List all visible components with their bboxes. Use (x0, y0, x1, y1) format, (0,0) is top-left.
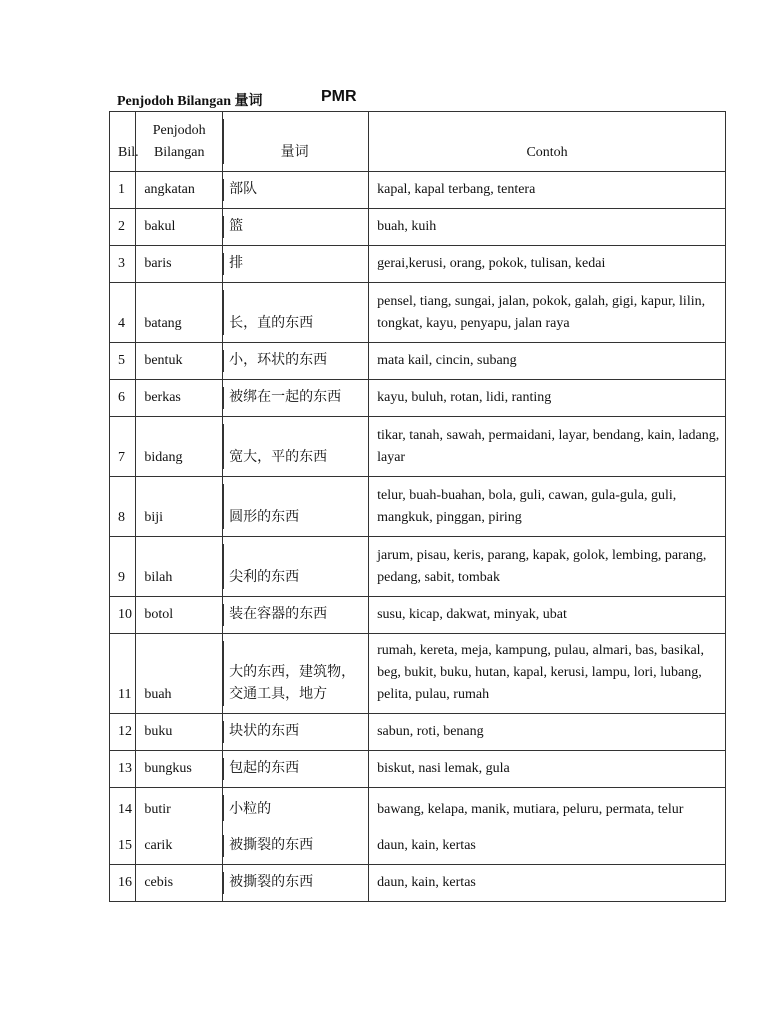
row-number: 13 (110, 751, 136, 788)
chinese-classifier-cell: 部队 (223, 172, 369, 209)
penjodoh-bilangan-cell: biji (136, 477, 223, 537)
penjodoh-bilangan-cell: bentuk (136, 343, 223, 380)
penjodoh-bilangan-cell: bilah (136, 537, 223, 597)
table-row (110, 172, 726, 209)
row-number: 15 (110, 828, 136, 865)
header-chinese: 量词 (223, 112, 369, 172)
example-cell: mata kail, cincin, subang (369, 343, 726, 380)
example-cell: kayu, buluh, rotan, lidi, ranting (369, 380, 726, 417)
row-number: 6 (110, 380, 136, 417)
penjodoh-bilangan-cell: cebis (136, 865, 223, 902)
example-cell: gerai,kerusi, orang, pokok, tulisan, kedai (369, 246, 726, 283)
chinese-classifier-cell: 宽大，平的东西 (223, 417, 369, 477)
row-number: 9 (110, 537, 136, 597)
penjodoh-bilangan-cell: carik (136, 828, 223, 865)
row-number: 4 (110, 283, 136, 343)
table-row (110, 537, 726, 597)
penjodoh-bilangan-cell: bungkus (136, 751, 223, 788)
row-number: 2 (110, 209, 136, 246)
penjodoh-bilangan-cell: buah (136, 634, 223, 714)
example-cell: buah, kuih (369, 209, 726, 246)
row-number: 14 (110, 788, 136, 828)
row-number: 12 (110, 714, 136, 751)
example-cell: rumah, kereta, meja, kampung, pulau, almari, bas, basikal, beg, bukit, buku, hutan, kapal, kerusi, lampu, lori, lubang, pelita, pulau, rumah (369, 634, 726, 714)
header-penjodoh-line2: Bilangan (153, 145, 205, 160)
row-number: 1 (110, 172, 136, 209)
example-cell: pensel, tiang, sungai, jalan, pokok, galah, gigi, kapur, lilin, tongkat, kayu, penyapu, jalan raya (369, 283, 726, 343)
table-row (110, 380, 726, 417)
classifier-table (109, 111, 726, 902)
chinese-classifier-cell: 大的东西，建筑物，交通工具，地方 (223, 634, 369, 714)
penjodoh-bilangan-cell: buku (136, 714, 223, 751)
table-row (110, 714, 726, 751)
table-row (110, 597, 726, 634)
example-cell: bawang, kelapa, manik, mutiara, peluru, permata, telur (369, 788, 726, 828)
chinese-classifier-cell: 块状的东西 (223, 714, 369, 751)
row-number: 10 (110, 597, 136, 634)
row-number: 3 (110, 246, 136, 283)
chinese-classifier-cell: 排 (223, 246, 369, 283)
example-cell: biskut, nasi lemak, gula (369, 751, 726, 788)
table-row (110, 417, 726, 477)
penjodoh-bilangan-cell: bakul (136, 209, 223, 246)
table-row (110, 634, 726, 714)
chinese-classifier-cell: 被绑在一起的东西 (223, 380, 369, 417)
table-row (110, 477, 726, 537)
penjodoh-bilangan-cell: botol (136, 597, 223, 634)
title-level-label: PMR (321, 88, 357, 105)
example-cell: jarum, pisau, keris, parang, kapak, golok, lembing, parang, pedang, sabit, tombak (369, 537, 726, 597)
table-row (110, 788, 726, 828)
table-row (110, 246, 726, 283)
chinese-classifier-cell: 被撕裂的东西 (223, 865, 369, 902)
example-cell: tikar, tanah, sawah, permaidani, layar, bendang, kain, ladang, layar (369, 417, 726, 477)
chinese-classifier-cell: 圆形的东西 (223, 477, 369, 537)
table-row (110, 828, 726, 865)
table-row (110, 865, 726, 902)
penjodoh-bilangan-cell: bidang (136, 417, 223, 477)
header-penjodoh-bilangan (136, 112, 223, 172)
chinese-classifier-cell: 被撕裂的东西 (223, 828, 369, 865)
penjodoh-bilangan-cell: angkatan (136, 172, 223, 209)
header-penjodoh-line1: Penjodoh (152, 123, 206, 138)
header-bil: Bil. (110, 112, 136, 172)
example-cell: kapal, kapal terbang, tentera (369, 172, 726, 209)
penjodoh-bilangan-cell: berkas (136, 380, 223, 417)
table-header-row (110, 112, 726, 172)
row-number: 16 (110, 865, 136, 902)
chinese-classifier-cell: 小，环状的东西 (223, 343, 369, 380)
penjodoh-bilangan-cell: batang (136, 283, 223, 343)
table-row (110, 209, 726, 246)
row-number: 8 (110, 477, 136, 537)
row-number: 7 (110, 417, 136, 477)
chinese-classifier-cell: 包起的东西 (223, 751, 369, 788)
example-cell: sabun, roti, benang (369, 714, 726, 751)
table-body (110, 172, 726, 902)
example-cell: susu, kicap, dakwat, minyak, ubat (369, 597, 726, 634)
chinese-classifier-cell: 尖利的东西 (223, 537, 369, 597)
row-number: 11 (110, 634, 136, 714)
chinese-classifier-cell: 篮 (223, 209, 369, 246)
example-cell: telur, buah-buahan, bola, guli, cawan, gula-gula, guli, mangkuk, pinggan, piring (369, 477, 726, 537)
table-row (110, 283, 726, 343)
chinese-classifier-cell: 长，直的东西 (223, 283, 369, 343)
chinese-classifier-cell: 小粒的 (223, 788, 369, 828)
header-contoh: Contoh (369, 112, 726, 172)
table-row (110, 343, 726, 380)
penjodoh-bilangan-cell: butir (136, 788, 223, 828)
row-number: 5 (110, 343, 136, 380)
document-title: Penjodoh Bilangan 量词 (117, 94, 263, 109)
penjodoh-bilangan-cell: baris (136, 246, 223, 283)
table-row (110, 751, 726, 788)
example-cell: daun, kain, kertas (369, 865, 726, 902)
example-cell: daun, kain, kertas (369, 828, 726, 865)
chinese-classifier-cell: 装在容器的东西 (223, 597, 369, 634)
